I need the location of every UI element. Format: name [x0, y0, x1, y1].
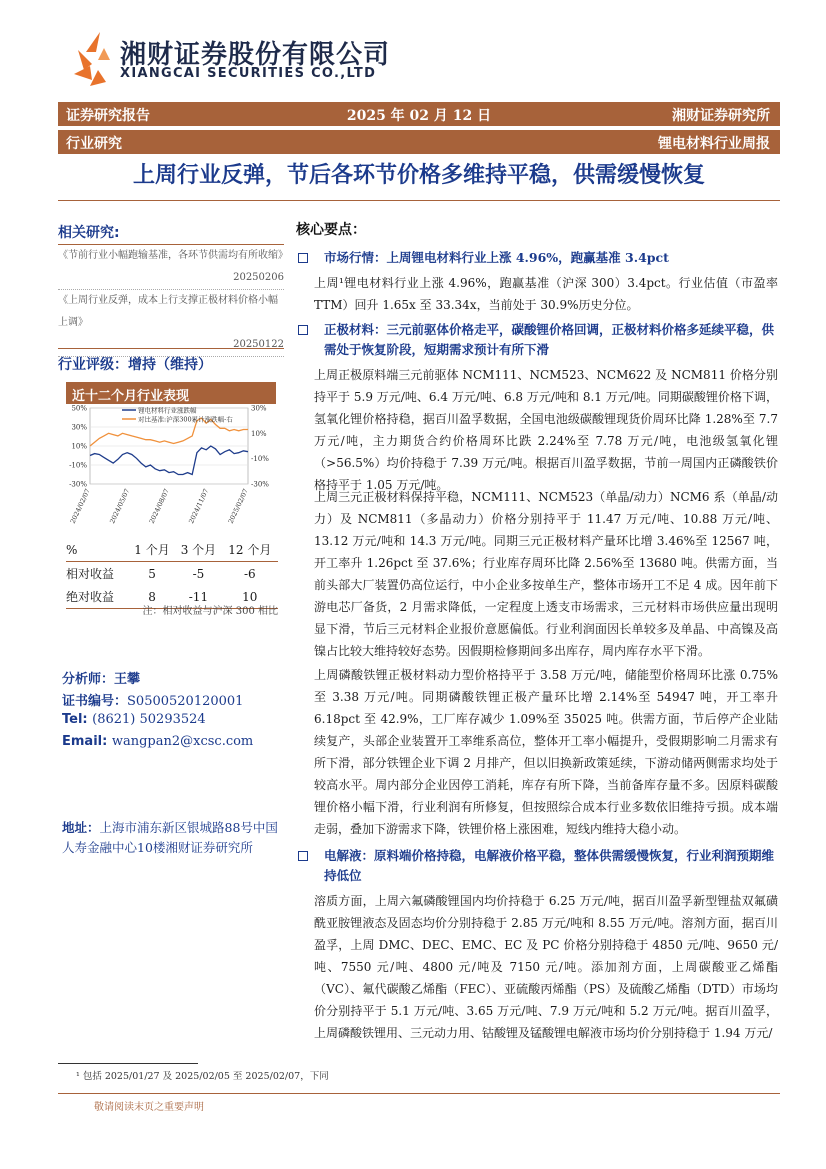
y-tick-label-right: -30% [251, 480, 269, 489]
table-cell: 绝对收益 [66, 585, 129, 609]
related-heading: 相关研究: [58, 225, 120, 241]
performance-chart [62, 404, 282, 534]
series-line-industry [90, 446, 248, 475]
chart-heading: 近十二个月行业表现 [72, 389, 190, 404]
table-row [66, 562, 278, 586]
footer-divider [58, 1093, 780, 1094]
tel-number: (8621) 50293524 [92, 712, 206, 727]
table-cell: -5 [192, 566, 205, 581]
company-name-cn: 湘财证券股份有限公司 [120, 40, 391, 70]
bullet-square-icon [298, 325, 308, 335]
related-list [58, 244, 288, 357]
y-tick-label-left: -30% [69, 480, 87, 489]
header-bar-bottom [58, 130, 780, 154]
report-type: 证券研究报告 [66, 108, 150, 124]
paragraph-cathode-1: 上周正极原料端三元前驱体 NCM111、NCM523、NCM622 及 NCM811 价格分别持平于 5.9 万元/吨、6.4 万元/吨、6.8 万元/吨和 8.1 万元/吨。同期碳酸锂价格下调，氢氧化锂价格持稳，据百川盈孚数据，全国电池级碳酸锂现货价周环比降 1.28%至 7.7 万元/吨，主力期货合约价格周环比跌 2.24%至 7.78 万元/吨，电池级氢氧化锂（>56.5%）均价持稳于 7.39 万元/吨。根据百川盈孚数据，节前一周国内正磷酸铁价格持平于 1.05 万元/吨。 [314, 368, 778, 492]
footer-disclaimer: 敬请阅读末页之重要声明 [94, 1102, 204, 1113]
paragraph-cathode-3: 上周磷酸铁锂正极材料动力型价格持平于 3.58 万元/吨，储能型价格周环比涨 0.75%至 3.38 万元/吨。同期磷酸铁锂正极产量环比增 2.14%至 54947 吨，开工率升 6.18pct 至 42.9%，工厂库存减少 1.09%至 35025 吨。供需方面，节后停产企业陆续复产，头部企业装置开工率维系高位，整体开工率小幅提升，受假期影响二月需求有所下滑，部分铁锂企业下调 2 月排产，但以旧换新政策延续，下游动储两侧需求均处于较高水平。周内部分企业因停工消耗，库存有所下降，当前备库存量不多。因原料碳酸锂价格小幅下滑，行业利润有所修复，但按照综合成本行业多数依旧维持亏损。成本端走弱，叠加下游需求下降，铁锂价格上涨困难，短线内维持大稳小动。 [314, 668, 778, 836]
report-title: 上周行业反弹，节后各环节价格多维持平稳，供需缓慢恢复 [132, 163, 705, 188]
section-head-text: 正极材料：三元前驱体价格走平，碳酸锂价格回调，正极材料价格多延续平稳，供需处于恢复阶段，短期需求预计有所下滑 [324, 322, 775, 357]
x-tick-label: 2025/02/07 [226, 487, 250, 525]
report-series: 锂电材料行业周报 [658, 136, 770, 152]
table-note: 注：相对收益与沪深 300 相比 [142, 606, 278, 617]
company-logo-icon [70, 30, 112, 90]
section-head-text: 市场行情：上周锂电材料行业上涨 4.96%，跑赢基准 3.4pct [324, 250, 669, 265]
analyst-cert-line [62, 690, 243, 709]
x-tick-label: 2024/05/07 [108, 487, 132, 525]
institute-name: 湘财证券研究所 [672, 108, 770, 124]
footnote-divider [58, 1063, 198, 1064]
paragraph-market: 上周¹锂电材料行业上涨 4.96%，跑赢基准（沪深 300）3.4pct。行业估值（市盈率 TTM）回升 1.65x 至 33.34x，当前处于 30.9%历史分位。 [314, 276, 778, 312]
company-name-en: XIANGCAI SECURITIES CO.,LTD [120, 66, 377, 81]
analyst-label: 分析师： [62, 672, 115, 687]
y-tick-label-right: -10% [251, 455, 269, 464]
email-address[interactable]: wangpan2@xcsc.com [111, 734, 254, 749]
related-item-title: 《节前行业小幅跑输基准，各环节供需均有所收缩》 [58, 250, 288, 261]
report-category: 行业研究 [66, 136, 122, 152]
section-head-electrolyte [296, 846, 784, 886]
bullet-square-icon [298, 851, 308, 861]
rating-divider [58, 348, 284, 349]
analyst-email-line [62, 734, 253, 749]
related-item[interactable] [58, 245, 288, 290]
x-tick-label: 2024/02/07 [68, 487, 92, 525]
x-tick-label: 2024/08/07 [147, 487, 171, 525]
y-tick-label-left: -10% [69, 461, 87, 470]
bullet-square-icon [298, 253, 308, 263]
title-divider [58, 200, 780, 201]
footnote: ¹ 包括 2025/01/27 及 2025/02/05 至 2025/02/07，下同 [76, 1071, 329, 1082]
section-head-market [296, 248, 784, 268]
chart-lines [90, 418, 248, 474]
chart-heading-bar [66, 382, 276, 404]
y-tick-label-left: 30% [71, 423, 87, 432]
related-item-title: 《上周行业反弹，成本上行支撑正极材料价格小幅上调》 [58, 295, 278, 328]
cert-number: S0500520120001 [127, 694, 244, 709]
core-heading: 核心要点： [296, 222, 366, 238]
analyst-tel-line [62, 712, 206, 727]
table-cell: 5 [148, 566, 156, 581]
y-tick-label-right: 30% [251, 404, 267, 413]
x-tick-label: 2024/11/07 [187, 487, 211, 525]
y-tick-label-left: 50% [71, 404, 87, 413]
industry-rating: 行业评级：增持（维持） [58, 357, 212, 373]
legend-benchmark: 对比基准:沪深300累计涨跌幅-右 [138, 415, 233, 424]
related-item[interactable] [58, 290, 284, 357]
performance-table [66, 538, 278, 609]
table-header-cell: 3 个月 [175, 538, 221, 562]
y-tick-label-left: 10% [71, 442, 87, 451]
table-cell: -11 [175, 585, 221, 609]
tel-label: Tel: [62, 712, 88, 727]
address-label: 地址： [62, 820, 100, 835]
table-header-row [66, 538, 278, 562]
cert-label: 证书编号： [62, 694, 128, 709]
report-date: 2025 年 02 月 12 日 [346, 108, 492, 124]
analyst-name: 王攀 [114, 672, 141, 687]
address-block [62, 818, 282, 858]
section-head-text: 电解液：原料端价格持稳，电解液价格平稳，整体供需缓慢恢复，行业利润预期维持低位 [324, 848, 775, 883]
paragraph-electrolyte: 溶质方面，上周六氟磷酸锂国内均价持稳于 6.25 万元/吨，据百川盈孚新型锂盐双氟磺酰亚胺锂液态及固态均价分别持稳于 2.85 万元/吨和 8.55 万元/吨。溶剂方面，据百川盈孚，上周 DMC、DEC、EMC、EC 及 PC 价格分别持稳于 4850 元/吨、9650 元/吨、7550 元/吨、4800 元/吨及 7150 元/吨。添加剂方面，上周碳酸亚乙烯酯（VC）、氟代碳酸乙烯酯（FEC）、亚硫酸丙烯酯（PS）及硫酸乙烯酯（DTD）市场均价分别持平于 5.1 万元/吨、3.65 万元/吨、7.9 万元/吨和 5.2 万元/吨。据百川盈孚，上周磷酸铁锂用、三元动力用、钴酸锂及锰酸锂电解液市场均价分别持稳于 1.94 万元/ [314, 894, 778, 1040]
y-tick-label-right: 10% [251, 429, 267, 438]
legend-industry: 锂电材料行业涨跌幅 [138, 406, 197, 415]
header-bar-top [58, 102, 780, 126]
table-header-cell: 1 个月 [129, 538, 175, 562]
table-header-cell: 12 个月 [222, 538, 278, 562]
paragraph-cathode-2: 上周三元正极材料保持平稳，NCM111、NCM523（单晶/动力）NCM6 系（单晶/动力）及 NCM811（多晶动力）价格分别持平于 11.47 万元/吨、10.88 万元/吨、13.12 万元/吨和 14.3 万元/吨。同期三元正极材料产量环比增 3.46%至 12567 吨，开工率升 1.26pct 至 37.6%；行业库存周环比降 2.56%至 13680 吨。供需方面，当前头部大厂装置仍高位运行，中小企业多按单生产，整体市场开工不足 4 成。因年前下游电芯厂备货，2 月需求降低，一定程度上透支市场需求，三元材料市场供应量出现明显下滑，节后三元材料企业报价意愿偏低。行业利润面因长单较多及单晶、中高镍及高镍占比较大维持较好态势。因假期检修期间多出库存，周内库存水平下滑。 [314, 490, 778, 658]
related-item-date: 20250206 [58, 267, 284, 290]
table-cell: 相对收益 [66, 567, 115, 581]
address-text: 上海市浦东新区银城路88号中国人寿金融中心10楼湘财证券研究所 [62, 820, 278, 855]
email-label: Email: [62, 734, 108, 749]
section-head-cathode [296, 320, 784, 360]
table-cell: 8 [129, 585, 175, 609]
table-header-cell: % [66, 538, 129, 562]
related-item-date: 20250122 [58, 334, 284, 357]
table-cell: -6 [243, 566, 256, 581]
analyst-name-line [62, 668, 140, 687]
table-cell: 10 [222, 585, 278, 609]
